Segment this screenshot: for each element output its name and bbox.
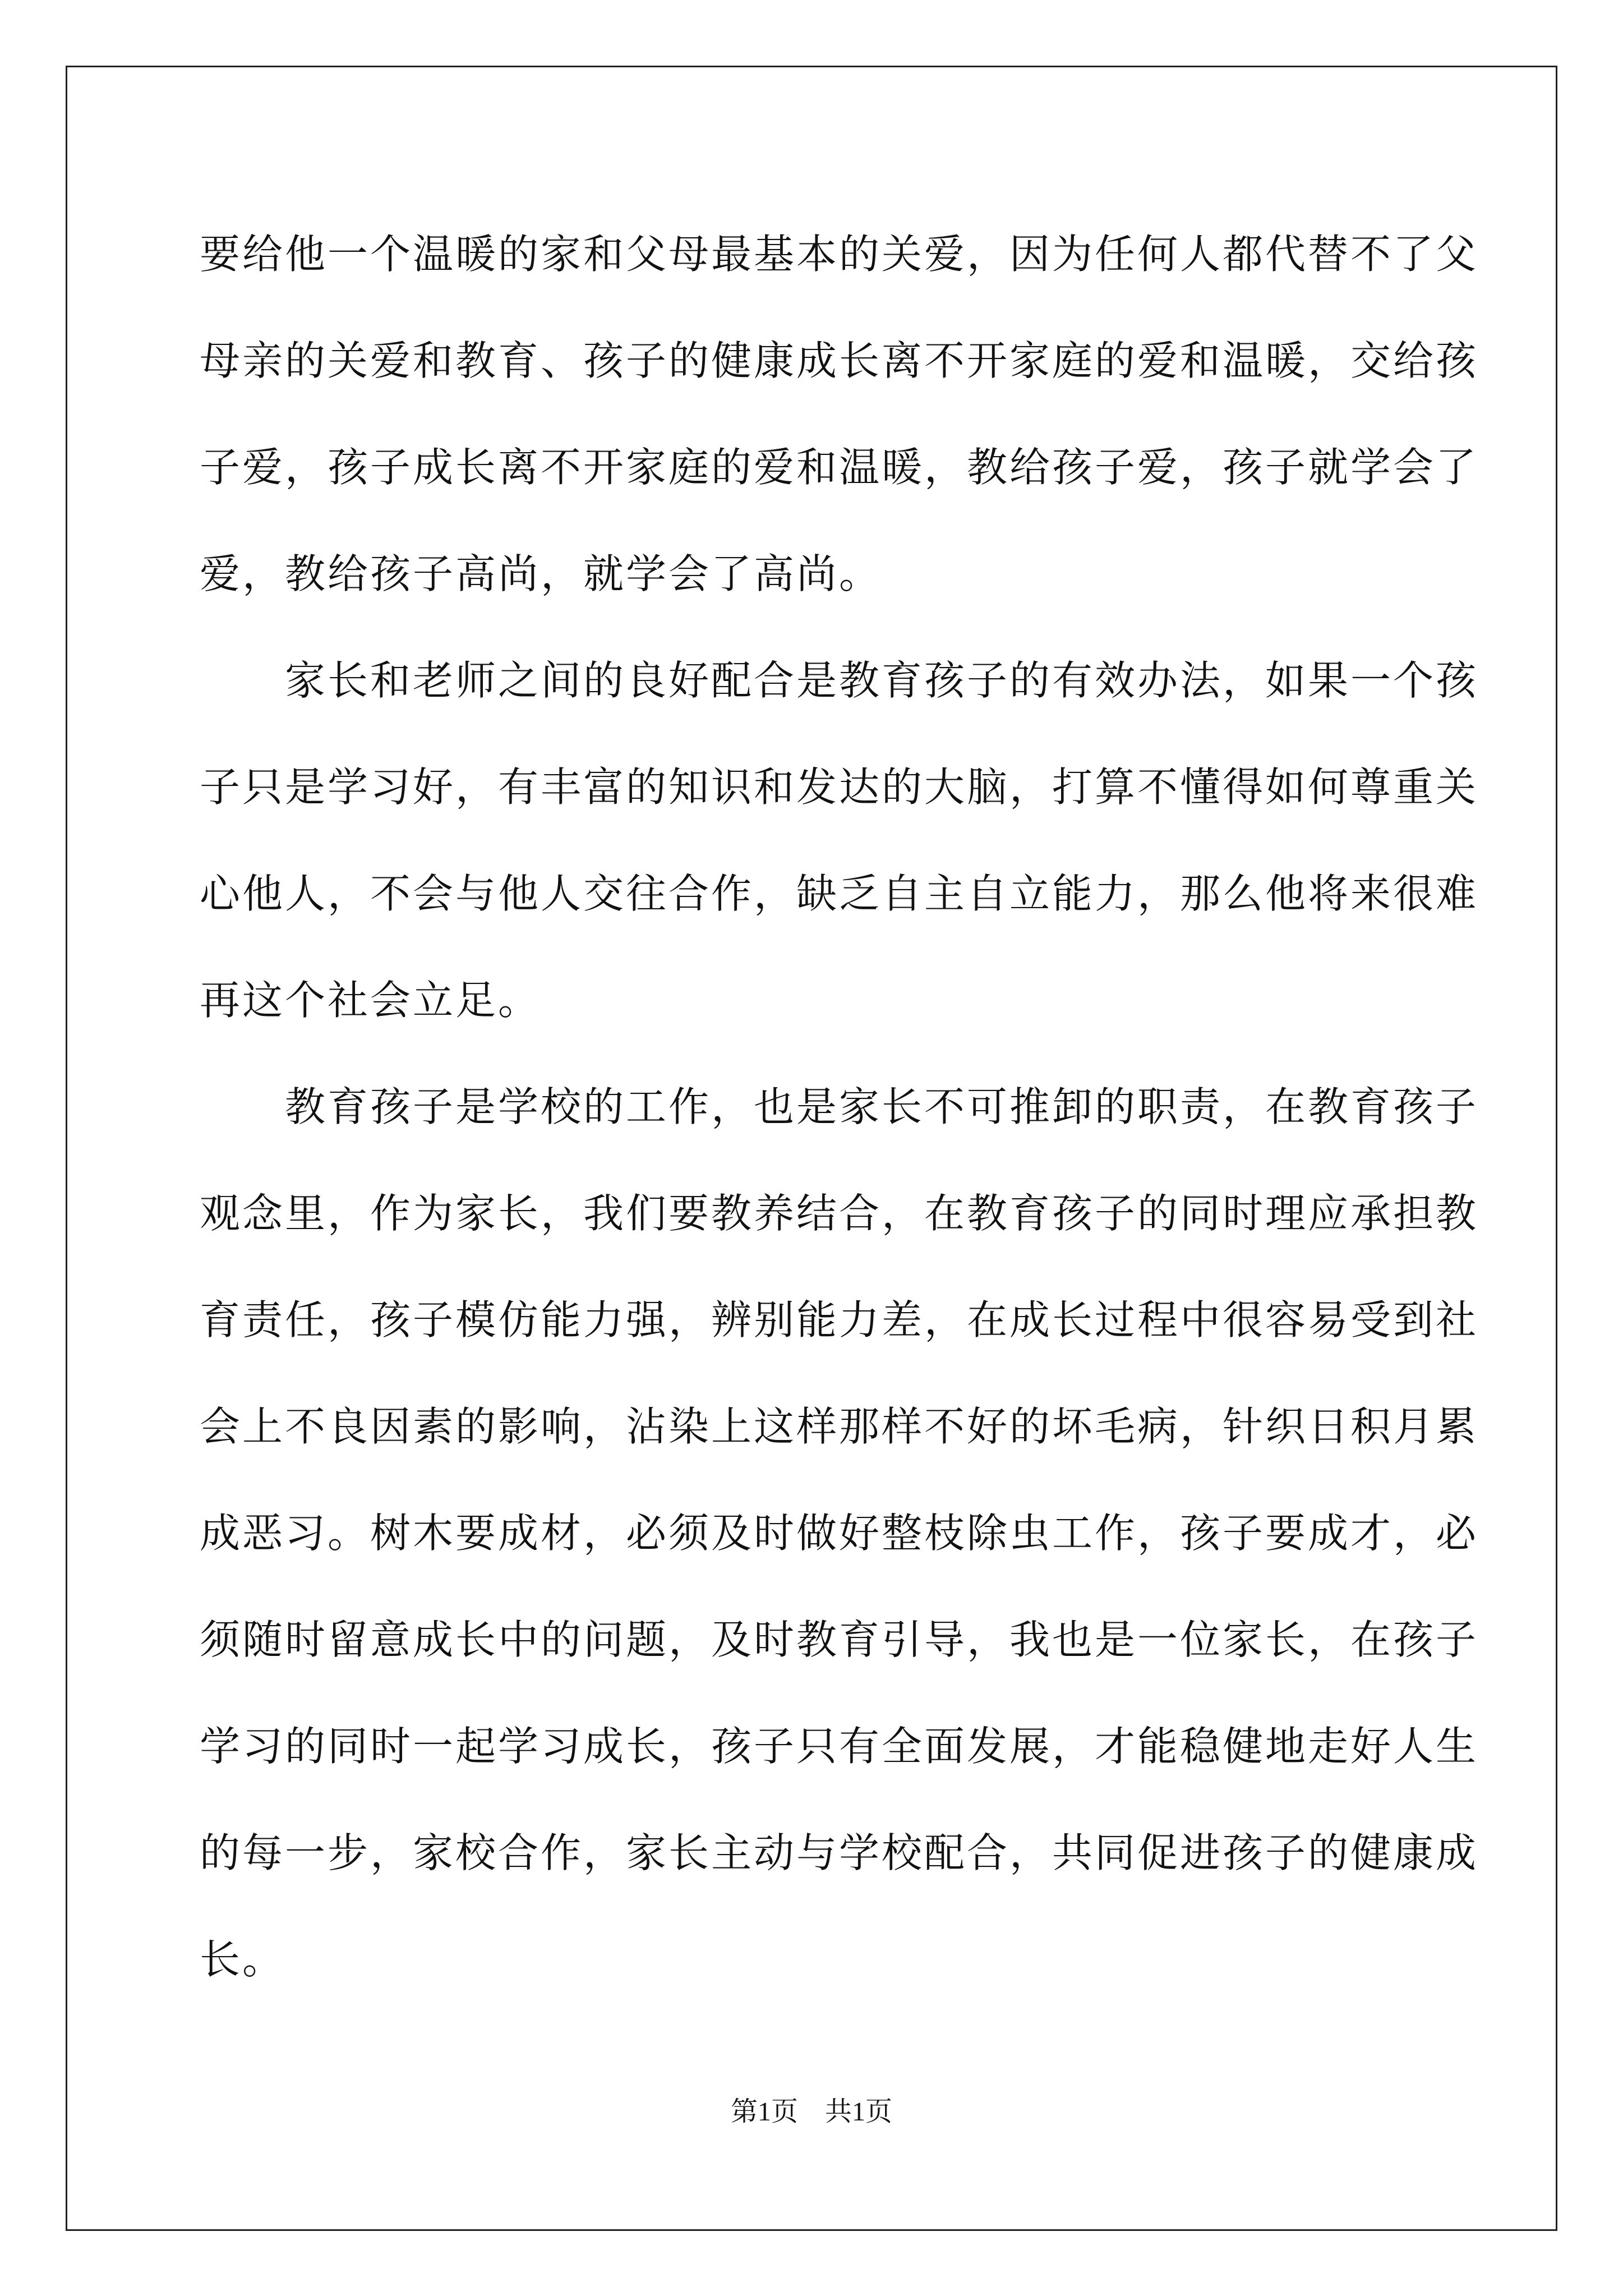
text-line: 子爱，孩子成长离不开家庭的爱和温暖，教给孩子爱，孩子就学会了 <box>200 444 1479 491</box>
text-line: 家长和老师之间的良好配合是教育孩子的有效办法，如果一个孩 <box>200 657 1479 704</box>
text-line: 学习的同时一起学习成长，孩子只有全面发展，才能稳健地走好人生 <box>200 1723 1479 1770</box>
page-footer <box>0 2090 1623 2128</box>
text-line: 再这个社会立足。 <box>200 977 541 1024</box>
paragraph-2 <box>200 638 1479 1065</box>
paragraph-1 <box>200 212 1479 638</box>
text-line: 要给他一个温暖的家和父母最基本的关爱，因为任何人都代替不了父 <box>200 231 1479 278</box>
text-line: 成恶习。树木要成材，必须及时做好整枝除虫工作，孩子要成才，必 <box>200 1510 1479 1557</box>
text-line: 育责任，孩子模仿能力强，辨别能力差，在成长过程中很容易受到社 <box>200 1296 1479 1343</box>
text-line: 心他人，不会与他人交往合作，缺乏自主自立能力，那么他将来很难 <box>200 870 1479 917</box>
page-number: 第1页 共1页 <box>730 2097 892 2127</box>
text-line: 长。 <box>200 1936 285 1983</box>
text-line: 会上不良因素的影响，沾染上这样那样不好的坏毛病，针织日积月累 <box>200 1403 1479 1450</box>
text-line: 观念里，作为家长，我们要教养结合，在教育孩子的同时理应承担教 <box>200 1190 1479 1237</box>
text-line: 须随时留意成长中的问题，及时教育引导，我也是一位家长，在孩子 <box>200 1616 1479 1663</box>
paragraph-3 <box>200 1065 1479 2024</box>
text-line: 母亲的关爱和教育、孩子的健康成长离不开家庭的爱和温暖，交给孩 <box>200 337 1479 384</box>
text-line: 爱，教给孩子高尚，就学会了高尚。 <box>200 550 882 597</box>
text-line: 的每一步，家校合作，家长主动与学校配合，共同促进孩子的健康成 <box>200 1829 1479 1876</box>
document-body <box>200 212 1479 2024</box>
text-line: 子只是学习好，有丰富的知识和发达的大脑，打算不懂得如何尊重关 <box>200 763 1479 811</box>
text-line: 教育孩子是学校的工作，也是家长不可推卸的职责，在教育孩子 <box>200 1083 1479 1130</box>
